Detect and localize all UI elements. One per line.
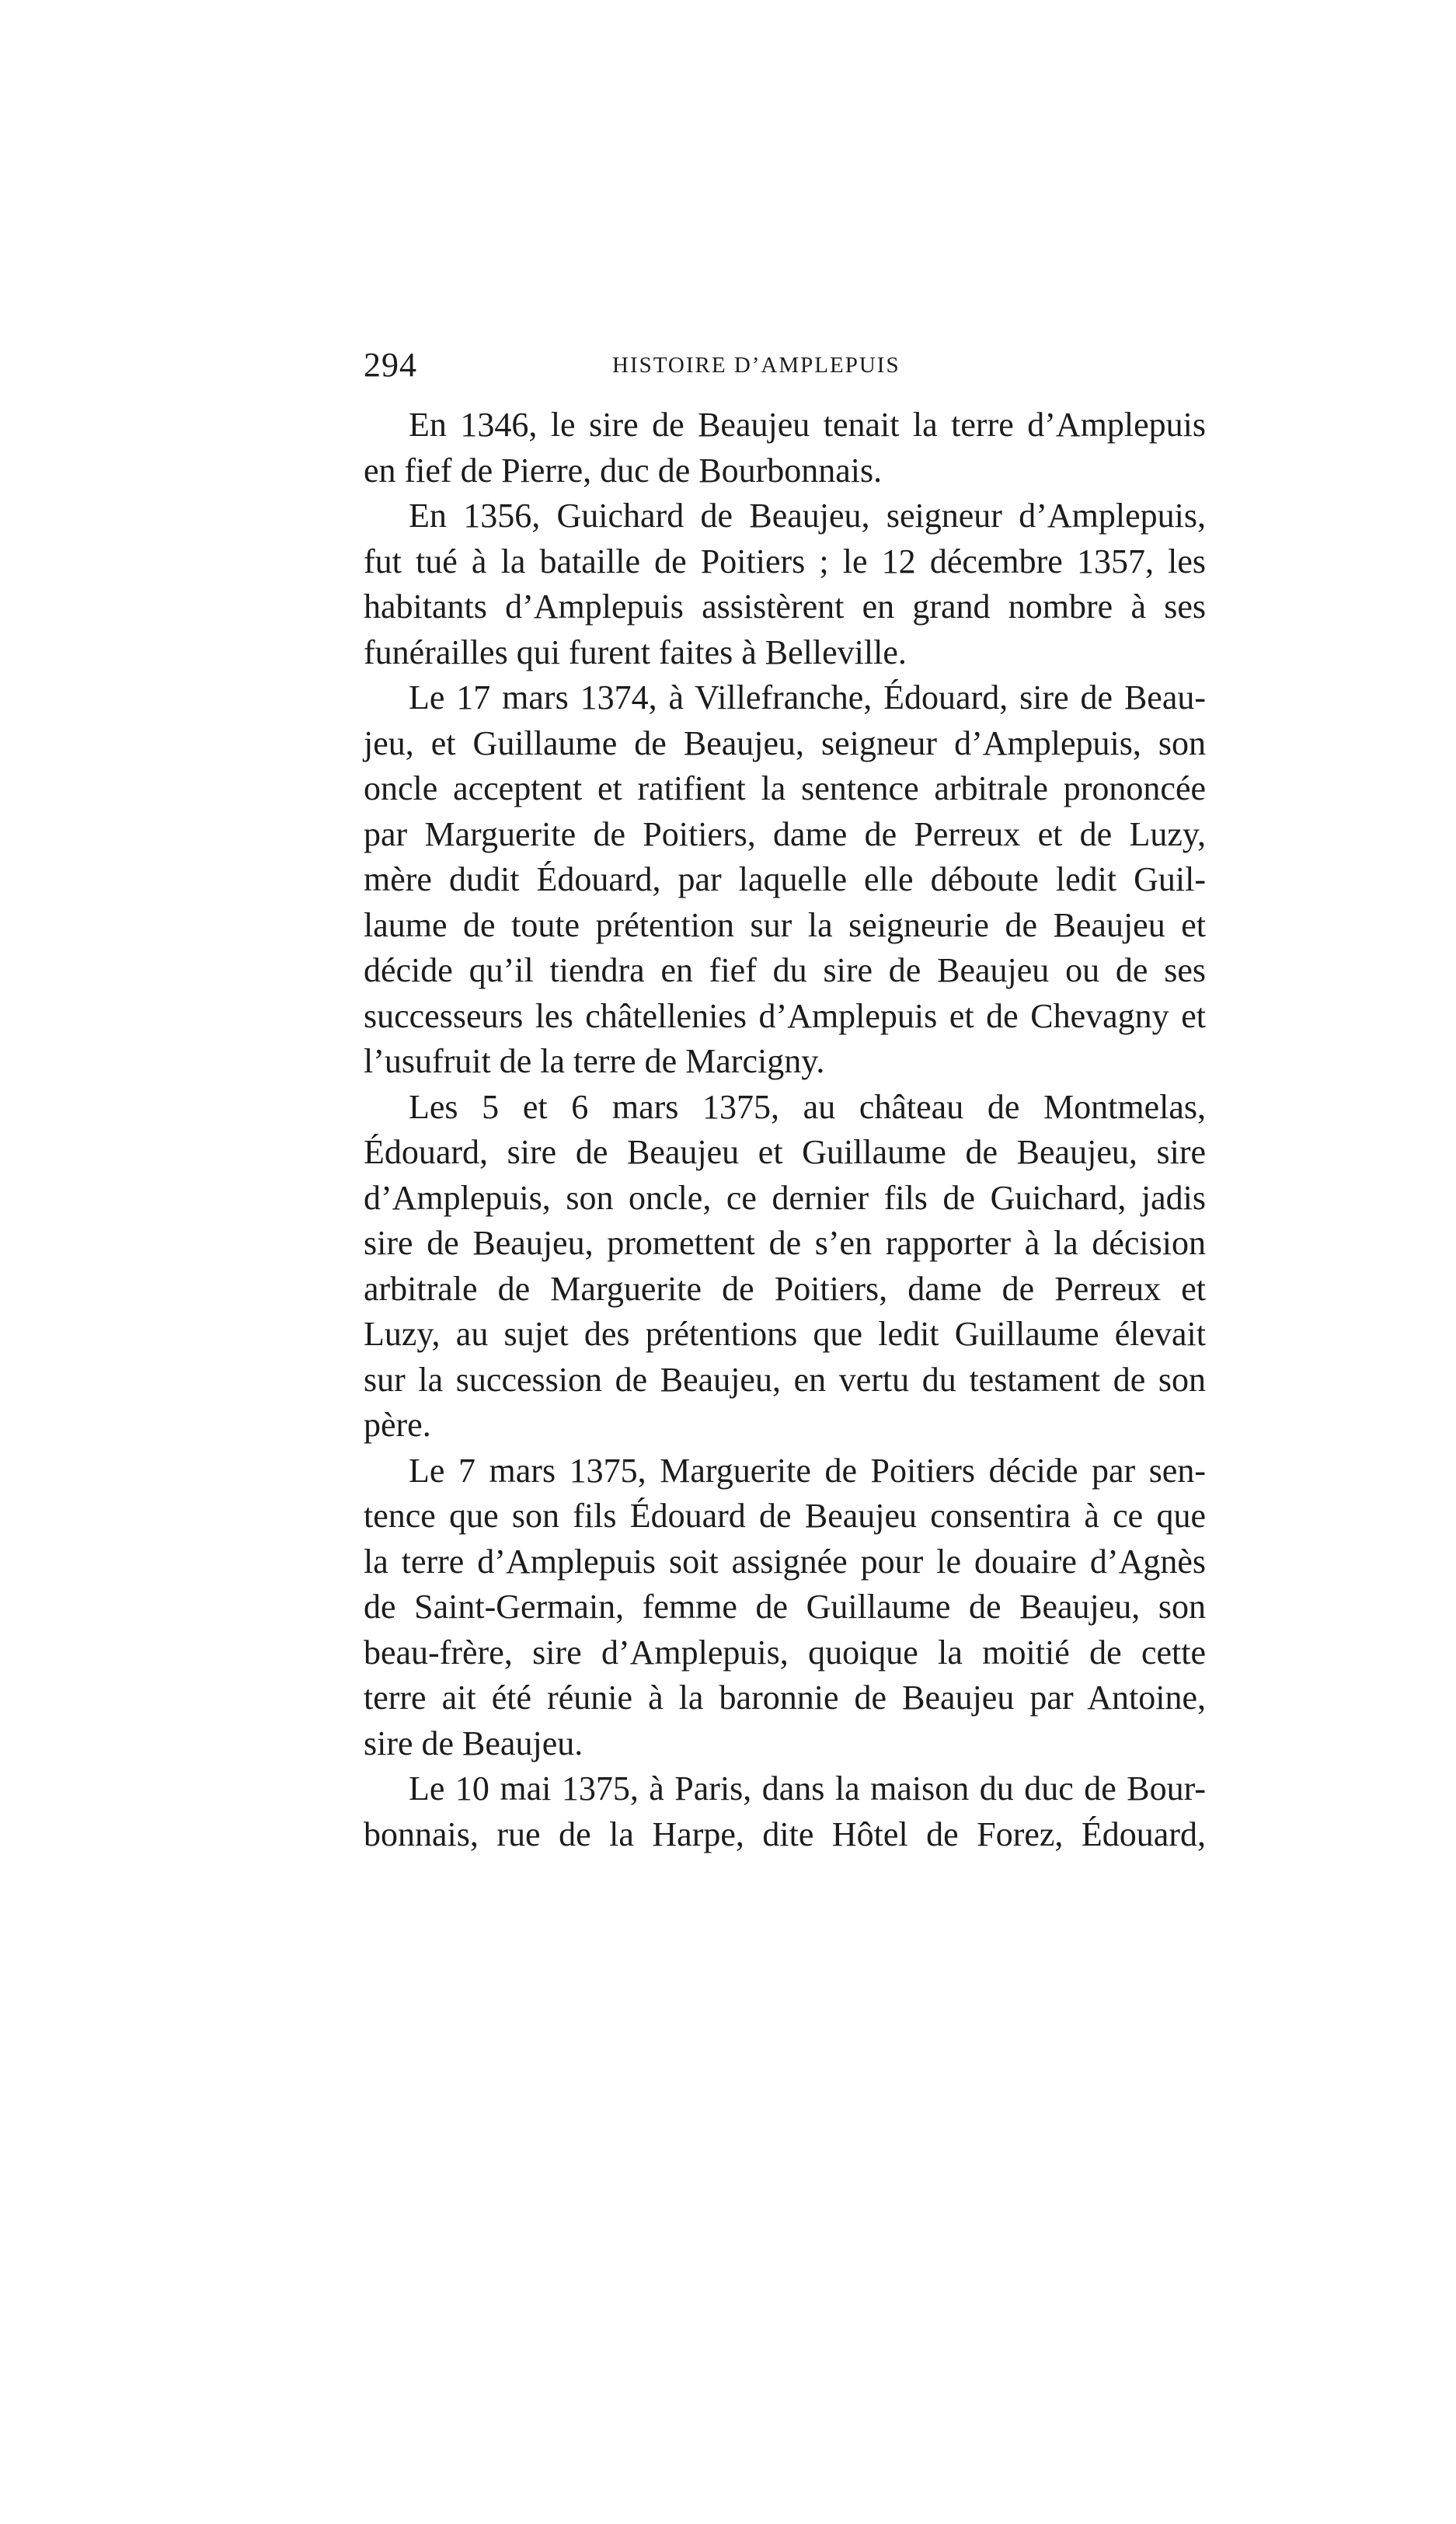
text-line: habitants d’Amplepuis assistèrent en grand nombre à ses [364,587,1206,626]
page-header [364,342,1206,389]
text-line: l’usufruit de la terre de Marcigny. [364,1042,825,1080]
text-line: décide qu’il tiendra en fief du sire de Beaujeu ou de ses [364,951,1206,989]
running-title: HISTOIRE D’AMPLEPUIS [612,353,900,378]
text-line: d’Amplepuis, son oncle, ce dernier fils de Guichard, jadis [364,1178,1206,1217]
text-line: par Marguerite de Poitiers, dame de Perreux et de Luzy, [364,814,1206,853]
text-line: sur la succession de Beaujeu, en vertu du testament de son [364,1360,1206,1399]
text-line: funérailles qui furent faites à Belleville. [364,633,907,671]
text-line: Édouard, sire de Beaujeu et Guillaume de Beaujeu, sire [364,1133,1206,1171]
paragraph [364,675,1206,1085]
text-line: de Saint-Germain, femme de Guillaume de Beaujeu, son [364,1588,1206,1626]
text-line: bonnais, rue de la Harpe, dite Hôtel de Forez, Édouard, [364,1815,1206,1853]
paragraph [364,1449,1206,1767]
page-number: 294 [364,346,417,384]
text-line: Les 5 et 6 mars 1375, au château de Montmelas, [409,1087,1206,1126]
text-line: en fief de Pierre, duc de Bourbonnais. [364,451,883,490]
paragraph [364,1766,1206,1857]
text-line: père. [364,1406,431,1444]
text-line: sire de Beaujeu. [364,1724,583,1762]
text-line: jeu, et Guillaume de Beaujeu, seigneur d’Amplepuis, son [364,723,1206,762]
text-line: Le 10 mai 1375, à Paris, dans la maison du duc de Bour- [409,1769,1206,1808]
text-line: arbitrale de Marguerite de Poitiers, dame de Perreux et [364,1269,1206,1308]
text-line: successeurs les châtellenies d’Amplepuis et de Chevagny et [364,996,1206,1035]
text-line: mère dudit Édouard, par laquelle elle déboute ledit Guil- [364,860,1206,898]
text-line: la terre d’Amplepuis soit assignée pour le douaire d’Agnès [364,1542,1206,1581]
text-line: sire de Beaujeu, promettent de s’en rapporter à la décision [364,1224,1206,1262]
text-line: Le 17 mars 1374, à Villefranche, Édouard, sire de Beau- [409,678,1206,716]
text-line: tence que son fils Édouard de Beaujeu consentira à ce que [364,1497,1206,1535]
text-line: Luzy, au sujet des prétentions que ledit Guillaume élevait [364,1315,1206,1353]
text-line: En 1356, Guichard de Beaujeu, seigneur d’Amplepuis, [409,497,1206,535]
text-line: oncle acceptent et ratifient la sentence arbitrale prononcée [364,769,1206,807]
text-line: laume de toute prétention sur la seigneurie de Beaujeu et [364,905,1206,944]
text-line: fut tué à la bataille de Poitiers ; le 12 décembre 1357, les [364,542,1206,580]
paragraph [364,403,1206,493]
paragraph [364,493,1206,675]
body-text [364,403,1206,1857]
text-line: terre ait été réunie à la baronnie de Beaujeu par Antoine, [364,1679,1206,1717]
text-line: beau-frère, sire d’Amplepuis, quoique la moitié de cette [364,1633,1206,1672]
text-line: En 1346, le sire de Beaujeu tenait la terre d’Amplepuis [409,406,1206,444]
text-line: Le 7 mars 1375, Marguerite de Poitiers décide par sen- [409,1451,1206,1490]
paragraph [364,1085,1206,1449]
